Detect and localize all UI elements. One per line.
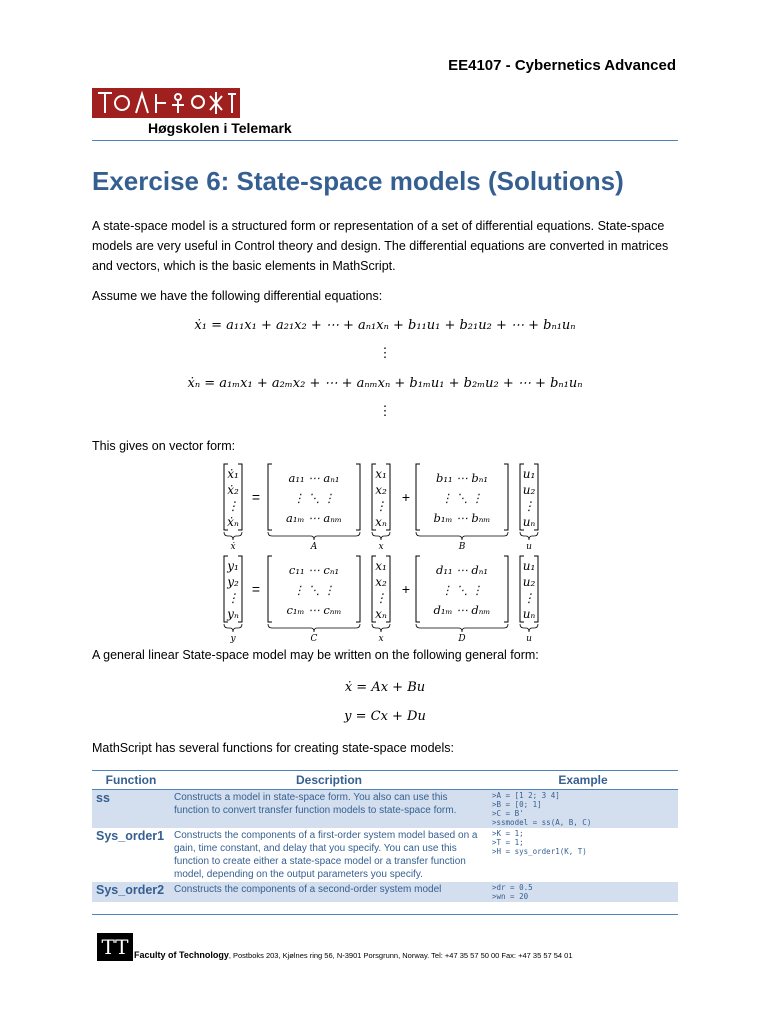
faculty-logo: TT (97, 933, 133, 961)
matrix-row: b₁ₘ ⋯ bₙₘ (433, 511, 491, 525)
function-example: >K = 1; >T = 1; >H = sys_order1(K, T) (492, 829, 587, 856)
table-header-description: Description (170, 771, 488, 790)
plus-sign: + (401, 581, 411, 597)
matrix-label: D (458, 634, 466, 644)
vector-entry: ẋ₂ (227, 483, 239, 497)
underbrace (268, 532, 360, 540)
vector-entry: x₁ (375, 467, 387, 481)
equation-first: ẋ₁ = a₁₁x₁ + a₂₁x₂ + ⋯ + aₙ₁xₙ + b₁₁u₁ + b₂₁u₂ + ⋯ + bₙ₁uₙ (194, 318, 576, 333)
school-name: Høgskolen i Telemark (148, 120, 292, 136)
bracket-right (356, 464, 360, 530)
vector-entry: x₂ (375, 483, 387, 497)
function-example: >A = [1 2; 3 4] >B = [0; 1] >C = B' >ssmodel = ss(A, B, C) (488, 790, 678, 829)
function-name: ss (92, 790, 170, 829)
vector-label: y (230, 634, 236, 644)
vector-label: u (526, 634, 532, 644)
state-equation: ẋ = Ax + Bu (344, 680, 426, 695)
table-row (92, 790, 678, 829)
vector-entry: uₙ (522, 515, 536, 529)
address-text: , Postboks 203, Kjølnes ring 56, N-3901 Porsgrunn, Norway. Tel: +47 35 57 50 00 Fax: +47 35 57 54 01 (228, 951, 573, 960)
vector-entry: ⋮ (523, 499, 535, 513)
page-title: Exercise 6: State-space models (Solutions) (92, 166, 624, 196)
underbrace (224, 532, 242, 540)
vector-entry: ⋮ (523, 591, 535, 605)
vector-entry: xₙ (375, 607, 387, 621)
vector-entry: x₂ (375, 575, 387, 589)
matrix-label: B (458, 542, 466, 552)
function-name: Sys_order1 (96, 829, 165, 843)
vector-entry: y₁ (227, 559, 239, 573)
bracket-right (504, 556, 508, 622)
vector-entry: yₙ (227, 607, 239, 621)
underbrace (416, 532, 508, 540)
underbrace (520, 532, 538, 540)
function-description: Constructs the components of a second-order system model (170, 882, 488, 902)
bracket-right (356, 556, 360, 622)
underbrace (372, 532, 390, 540)
vector-entry: u₁ (522, 467, 536, 481)
underbrace (520, 624, 538, 632)
equals-sign: = (251, 581, 261, 597)
matrix-row: ⋮ ⋱ ⋮ (441, 491, 483, 505)
header-divider (92, 140, 678, 141)
matrix-label: C (310, 634, 318, 644)
vector-form-paragraph: This gives on vector form: (92, 439, 236, 453)
functions-table (92, 770, 678, 902)
vector-entry: ẋ₁ (227, 467, 239, 481)
table-header-function: Function (92, 771, 170, 790)
matrix-row: d₁ₘ ⋯ dₙₘ (433, 603, 491, 617)
bracket-left (268, 556, 272, 622)
table-row (92, 882, 678, 902)
bracket-left (416, 556, 420, 622)
vector-entry: ⋮ (375, 591, 387, 605)
output-equation: y = Cx + Du (344, 709, 426, 724)
vector-entry: uₙ (522, 607, 536, 621)
underbrace (224, 624, 242, 632)
function-description: Constructs a model in state-space form. You also can use this function to convert transfer function models to state-space form. (170, 790, 488, 829)
vdots-2: ⋮ (378, 404, 392, 419)
table-header-row (92, 771, 678, 790)
matrix-row: c₁ₘ ⋯ cₙₘ (286, 603, 342, 617)
underbrace (268, 624, 360, 632)
assume-paragraph: Assume we have the following differential equations: (92, 289, 383, 303)
vector-entry: ⋮ (227, 499, 239, 513)
function-name: Sys_order2 (92, 882, 170, 902)
intro-paragraph: A state-space model is a structured form or representation of a set of differential equations. State-space models are very useful in Control theory and design. The differential equations are converted in matrices and vectors, which is the basic elements in MathScript. (92, 219, 669, 273)
faculty-name: Faculty of Technology (134, 950, 229, 960)
bracket-left (416, 464, 420, 530)
functions-intro-paragraph: MathScript has several functions for creating state-space models: (92, 741, 454, 755)
footer-address (134, 950, 573, 960)
vector-entry: ⋮ (227, 591, 239, 605)
function-description: Constructs the components of a first-order system model based on a gain, time constant, and delay that you specify. You can use this function to create either a state-space model or a transfer function model, depending on the output parameters you specify. (174, 830, 478, 880)
matrix-row: ⋮ ⋱ ⋮ (293, 491, 335, 505)
vector-entry: u₂ (522, 575, 536, 589)
equals-sign: = (251, 489, 261, 505)
underbrace (372, 624, 390, 632)
table-bottom-border (92, 914, 678, 915)
equation-nth: ẋₙ = a₁ₘx₁ + a₂ₘx₂ + ⋯ + aₙₘxₙ + b₁ₘu₁ + b₂ₘu₂ + ⋯ + bₙ₁uₙ (187, 376, 583, 391)
vector-entry: xₙ (375, 515, 387, 529)
vector-label: u (526, 542, 532, 552)
matrix-row: a₁₁ ⋯ aₙ₁ (288, 471, 340, 485)
matrix-row: d₁₁ ⋯ dₙ₁ (435, 563, 489, 577)
underbrace (416, 624, 508, 632)
vector-entry: ẋₙ (227, 515, 239, 529)
plus-sign: + (401, 489, 411, 505)
vector-entry: x₁ (375, 559, 387, 573)
bracket-left (268, 464, 272, 530)
matrix-equation-state (220, 462, 550, 552)
school-logo (92, 88, 240, 118)
vdots-1: ⋮ (378, 346, 392, 361)
vector-label: ẋ (230, 542, 236, 552)
table-row (92, 828, 678, 882)
vector-label: x (378, 542, 384, 552)
vector-entry: u₂ (522, 483, 536, 497)
matrix-row: b₁₁ ⋯ bₙ₁ (435, 471, 489, 485)
matrix-row: ⋮ ⋱ ⋮ (293, 583, 335, 597)
vector-entry: y₂ (227, 575, 239, 589)
matrix-row: c₁₁ ⋯ cₙ₁ (288, 563, 340, 577)
vector-label: x (378, 634, 384, 644)
matrix-equation-output (220, 554, 550, 644)
vector-entry: ⋮ (375, 499, 387, 513)
matrix-label: A (310, 542, 318, 552)
table-header-example: Example (488, 771, 678, 790)
course-title: EE4107 - Cybernetics Advanced (448, 57, 676, 74)
function-example: >dr = 0.5 >wn = 20 (488, 882, 678, 902)
general-form-paragraph: A general linear State-space model may be written on the following general form: (92, 648, 539, 662)
matrix-row: ⋮ ⋱ ⋮ (441, 583, 483, 597)
vector-entry: u₁ (522, 559, 536, 573)
matrix-row: a₁ₘ ⋯ aₙₘ (286, 511, 342, 525)
bracket-right (504, 464, 508, 530)
